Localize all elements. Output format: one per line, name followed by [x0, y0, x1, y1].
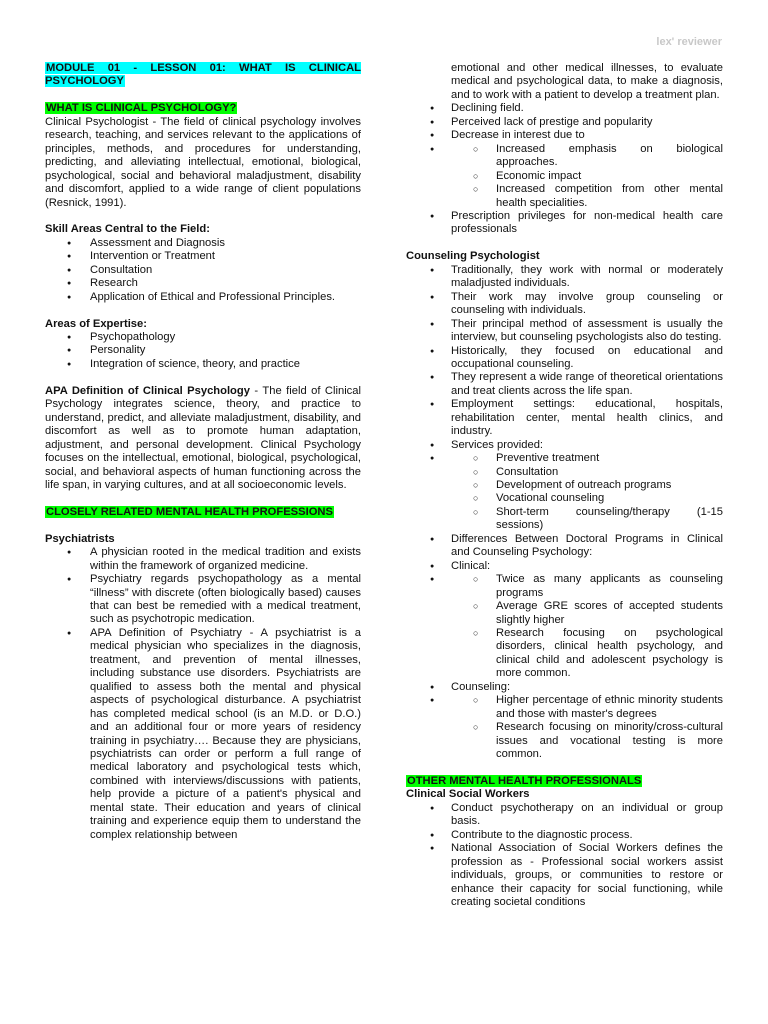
sublist-wrapper [406, 694, 723, 761]
expertise-list [45, 331, 361, 371]
list-item: ● They represent a wide range of theoretical orientations and treat clients across the life span. [406, 371, 723, 398]
section-heading-related: CLOSELY RELATED MENTAL HEALTH PROFESSIONS [46, 505, 333, 518]
sub-list-item: ○ ● Higher percentage of ethnic minority students and those with master's degrees [451, 694, 723, 721]
apa-definition-paragraph [45, 385, 361, 493]
list-item: ● Perceived lack of prestige and popularity [406, 116, 723, 129]
list-item: ● Services provided: [406, 439, 723, 452]
list-item: ● Contribute to the diagnostic process. [406, 829, 723, 842]
list-item: ● Consultation [45, 264, 361, 277]
list-item: ● Decrease in interest due to [406, 129, 723, 142]
skills-heading: Skill Areas Central to the Field: [45, 223, 210, 236]
sublist-wrapper [406, 143, 723, 210]
list-item: ● Psychiatry regards psychopathology as a mental “illness” with discrete (often biologically based) causes that can best be remedied with a medical treatment, such as psychotropic medication. [45, 573, 361, 627]
list-item-continuation: emotional and other medical illnesses, to evaluate medical and psychological data, to make a diagnosis, and to work with a patient to develop a treatment plan. [451, 62, 723, 101]
list-item: ● Research [45, 277, 361, 290]
list-item: ● APA Definition of Psychiatry - A psychiatrist is a medical physician who specializes in the diagnosis, treatment, and prevention of mental illnesses, including substance use disorders. Psychiatrists are qualified to assess both the mental and physical aspects of psychological disturbance. A psychiatrist has completed medical school (is an M.D. or D.O.) and an additional four or more years of residency training in psychiatry…. Because they are physicians, psychiatrists can order or perform a full range of medical laboratory and psychological tests which, combined with interviews/discussions with patients, help provide a picture of a patient's physical and mental state. Their education and years of clinical training and experience equip them to understand the complex relationship between [45, 627, 361, 842]
sub-list-item: ○ ● Twice as many applicants as counseling programs [451, 573, 723, 600]
sub-list-item: ○ Research focusing on minority/cross-cultural issues and vocational testing is more common. [451, 721, 723, 761]
list-item: ● Traditionally, they work with normal or moderately maladjusted individuals. [406, 264, 723, 291]
list-item: ● Integration of science, theory, and practice [45, 358, 361, 371]
sub-list-item: ○ Vocational counseling [451, 492, 723, 505]
list-item: ● Clinical: [406, 560, 723, 573]
counseling-list [406, 264, 723, 762]
brand-watermark: lex' reviewer [656, 36, 722, 48]
clinical-sublist [451, 573, 723, 681]
list-item: ● Their work may involve group counseling or counseling with individuals. [406, 291, 723, 318]
expertise-heading: Areas of Expertise: [45, 317, 147, 330]
list-item: ● Prescription privileges for non-medical health care professionals [406, 210, 723, 237]
counseling-heading: Counseling Psychologist [406, 250, 540, 263]
services-sublist [451, 452, 723, 533]
list-item: ● A physician rooted in the medical tradition and exists within the framework of organized medicine. [45, 546, 361, 573]
sub-list-item: ○ Consultation [451, 466, 723, 479]
left-column [45, 62, 361, 842]
sub-list-item: ○ ● Increased emphasis on biological approaches. [451, 143, 723, 170]
sub-list-item: ○ Average GRE scores of accepted students slightly higher [451, 600, 723, 627]
module-title: MODULE 01 - LESSON 01: WHAT IS CLINICAL PSYCHOLOGY [45, 62, 361, 88]
sublist-wrapper [406, 573, 723, 681]
definition-paragraph: Clinical Psychologist - The field of clinical psychology involves research, teaching, and services relevant to the applications of principles, methods, and procedures for understanding, predicting, and alleviating intellectual, emotional, biological, psychological, social and behavioral maladjustment, disability and discomfort, applied to a wide range of client populations (Resnick, 1991). [45, 115, 361, 209]
list-item: ● Differences Between Doctoral Programs in Clinical and Counseling Psychology: [406, 533, 723, 560]
section-heading-other: OTHER MENTAL HEALTH PROFESSIONALS [407, 774, 642, 787]
sub-list-item: ○ Short-term counseling/therapy (1-15 sessions) [451, 506, 723, 533]
psychiatrists-list [45, 546, 361, 842]
decrease-sublist [451, 143, 723, 210]
list-item: ● Intervention or Treatment [45, 250, 361, 263]
skills-list [45, 237, 361, 304]
social-workers-list [406, 802, 723, 910]
sub-list-item: ○ ● Preventive treatment [451, 452, 723, 465]
list-item: ● Counseling: [406, 681, 723, 694]
social-workers-heading: Clinical Social Workers [406, 788, 530, 801]
sub-list-item: ○ Research focusing on psychological disorders, clinical health psychology, and clinical child and adolescent psychology is more common. [451, 627, 723, 681]
list-item: ● Psychopathology [45, 331, 361, 344]
list-item: ● Declining field. [406, 102, 723, 115]
list-item: ● Their principal method of assessment is usually the interview, but counseling psychologists also do testing. [406, 318, 723, 345]
apa-text: - The field of Clinical Psychology integrates science, theory, and practice to understand, predict, and alleviate maladjustment, disability, and discomfort as well as to promote human adaptation, adjustment, and personal development. Clinical Psychology focuses on the intellectual, emotional, biological, psychological, social, and behavioral aspects of human functioning across the life span, in varying cultures, and at all socioeconomic levels. [45, 384, 361, 491]
sub-list-item: ○ Increased competition from other mental health specialities. [451, 183, 723, 210]
list-item: ● Employment settings: educational, hospitals, rehabilitation center, mental health clinics, and industry. [406, 398, 723, 438]
list-item: ● Assessment and Diagnosis [45, 237, 361, 250]
list-item: ● Historically, they focused on educational and occupational counseling. [406, 345, 723, 372]
list-item: ● Personality [45, 344, 361, 357]
counseling-sublist [451, 694, 723, 761]
sub-list-item: ○ Economic impact [451, 170, 723, 183]
list-item: ● National Association of Social Workers defines the profession as - Professional social workers assist individuals, groups, or communities to restore or enhance their capacity for social functioning, while creating societal conditions [406, 842, 723, 909]
psychiatrists-heading: Psychiatrists [45, 532, 115, 545]
psychiatry-trends-list [406, 102, 723, 237]
list-item: ● Application of Ethical and Professional Principles. [45, 291, 361, 304]
right-column [406, 62, 723, 910]
apa-label: APA Definition of Clinical Psychology [45, 384, 250, 397]
sublist-wrapper [406, 452, 723, 533]
psychiatry-continued-list [406, 62, 723, 102]
list-item: ● Conduct psychotherapy on an individual or group basis. [406, 802, 723, 829]
sub-list-item: ○ Development of outreach programs [451, 479, 723, 492]
section-heading-what-is: WHAT IS CLINICAL PSYCHOLOGY? [46, 102, 237, 115]
